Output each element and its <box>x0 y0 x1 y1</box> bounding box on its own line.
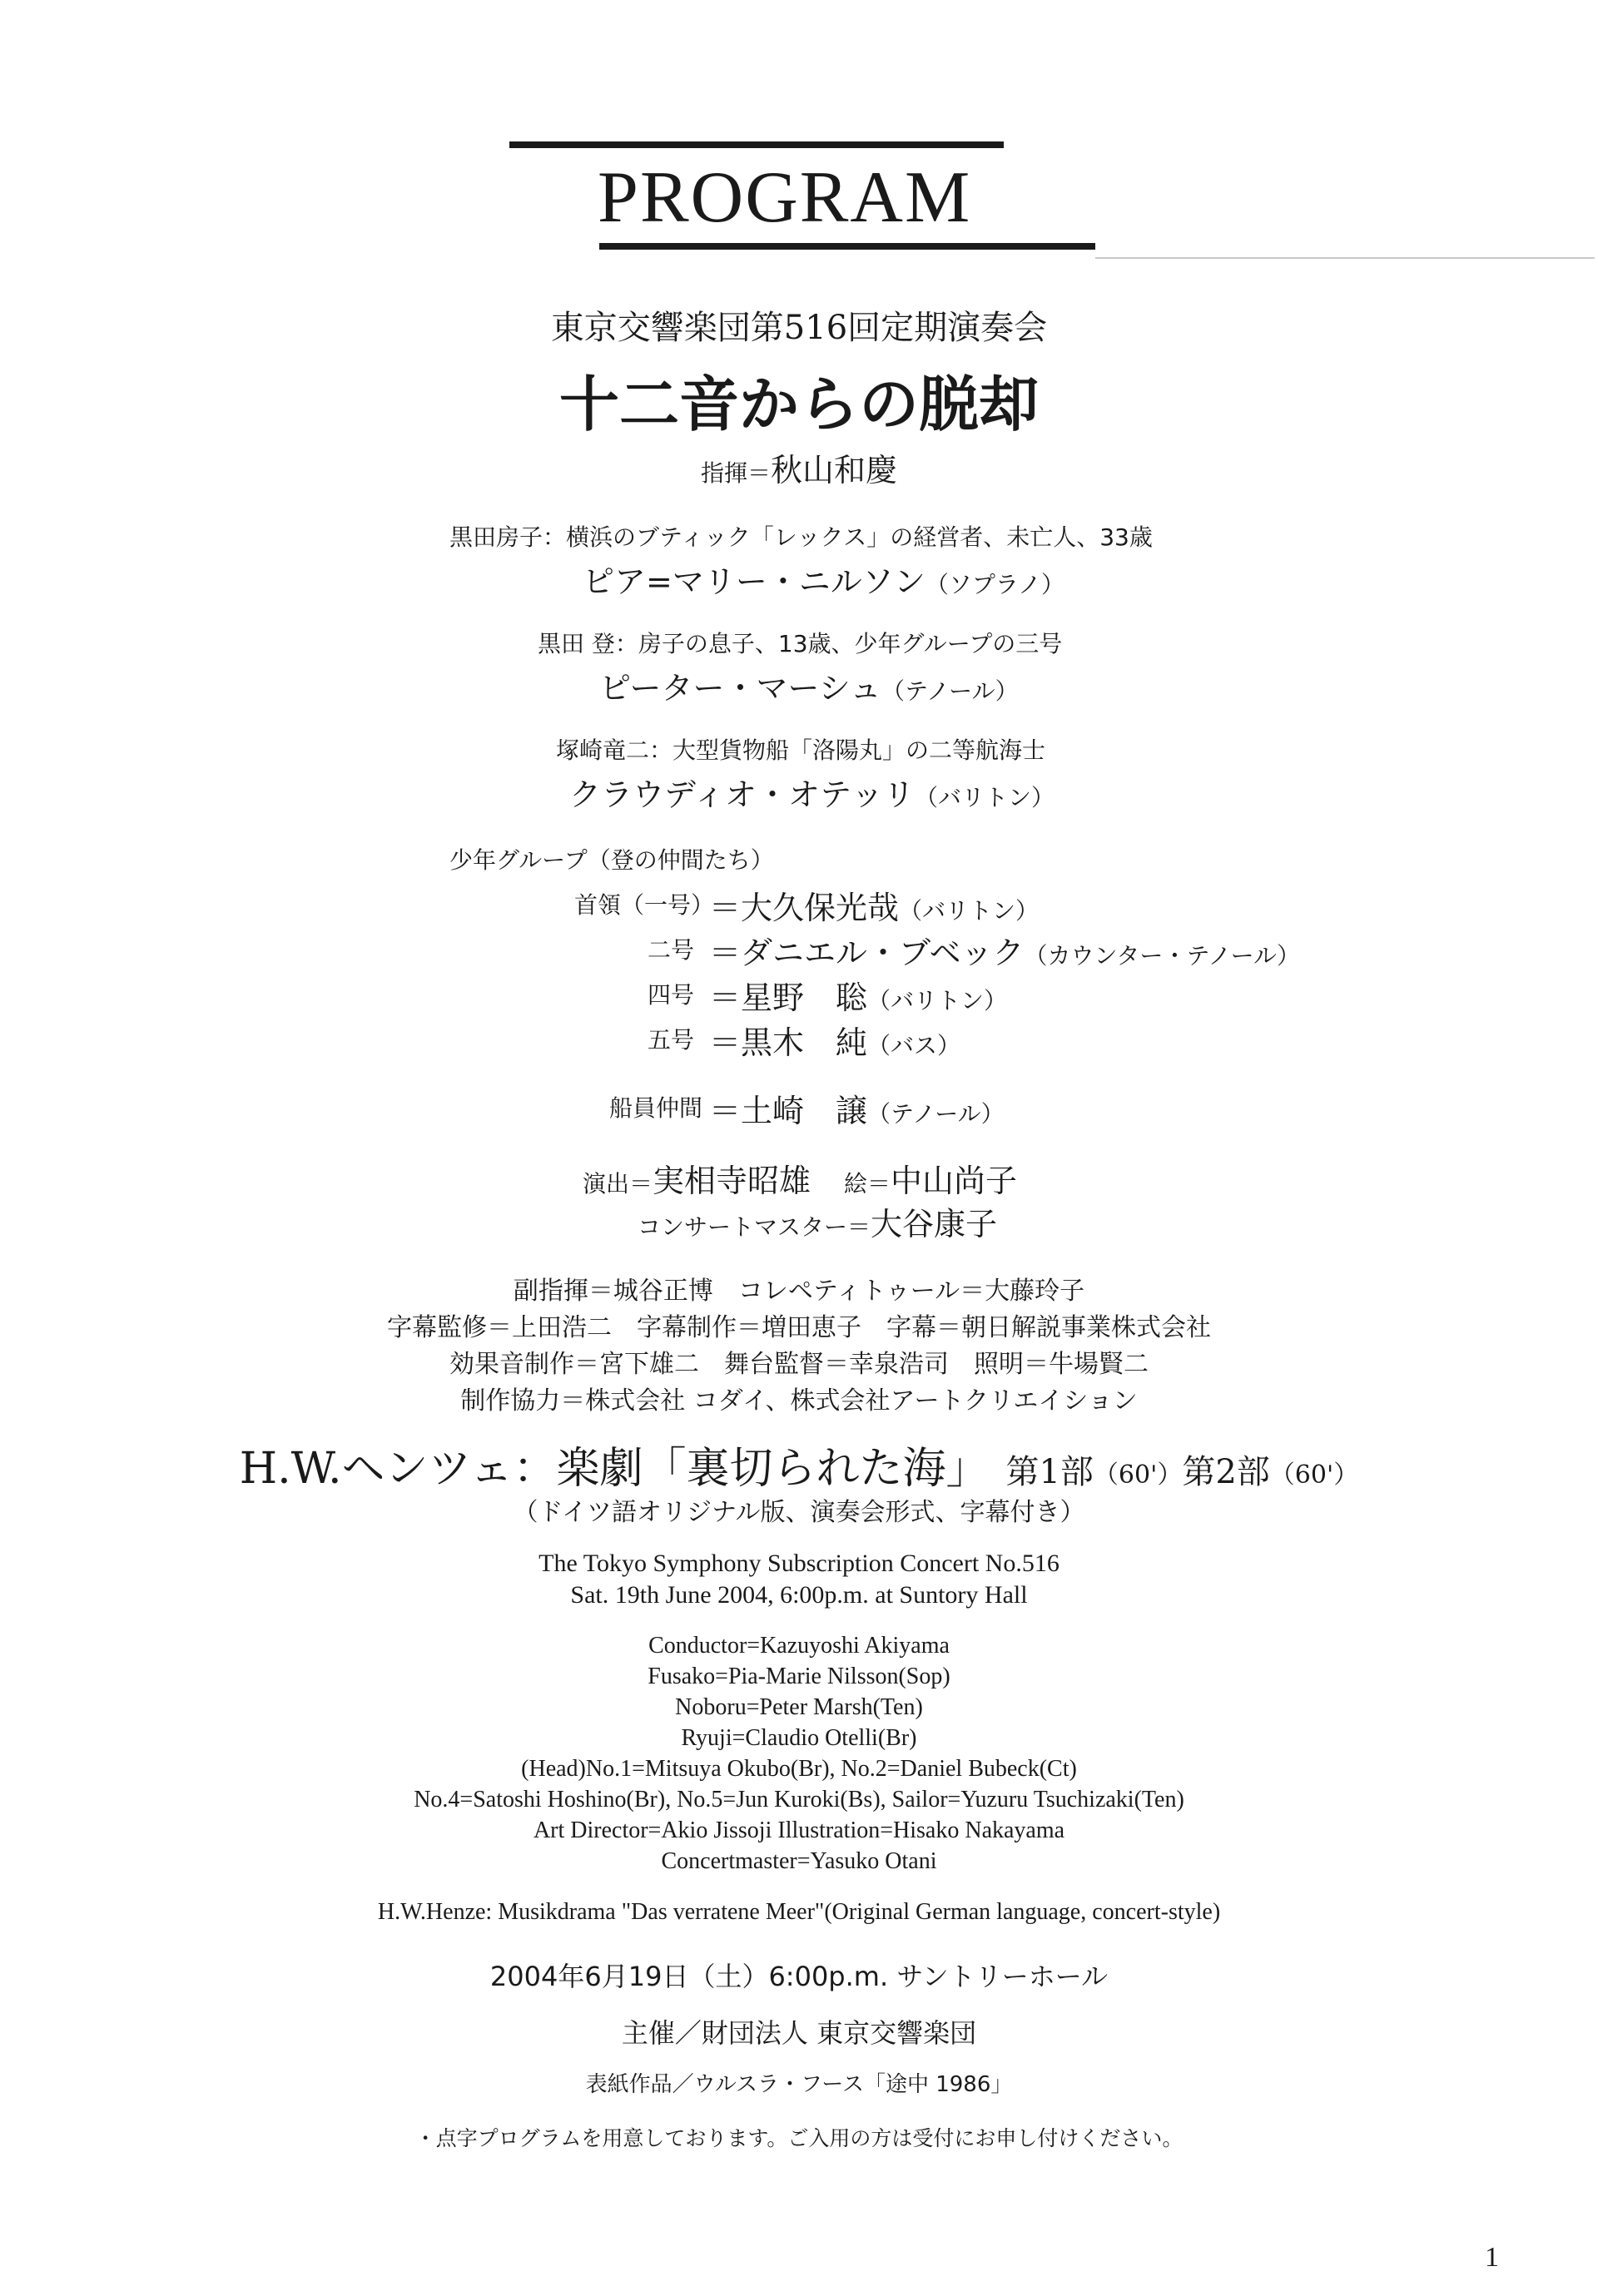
sailor-name: 土崎 譲 <box>741 1093 868 1129</box>
concert-series: 東京交響楽団第516回定期演奏会 <box>550 309 1048 347</box>
date-venue: 2004年6月19日（土）6:00p.m. サントリーホール <box>489 1961 1109 1992</box>
main-title: 十二音からの脱却 <box>558 369 1039 439</box>
part-two-duration: （60'） <box>1269 1460 1359 1490</box>
singer-name: ピア=マリー・ニルソン <box>583 563 926 600</box>
member-line <box>709 927 1300 973</box>
english-credit-line: Ryuji=Claudio Otelli(Br) <box>681 1725 917 1751</box>
member-label: 四号 <box>648 981 695 1009</box>
sailor-label: 船員仲間 <box>609 1094 703 1122</box>
sailor-line <box>709 1085 1005 1131</box>
voice-type: （バリトン） <box>914 784 1055 811</box>
conductor-line <box>0 444 1598 490</box>
english-credit-line: Fusako=Pia-Marie Nilsson(Sop) <box>648 1664 950 1689</box>
part-one: 第1部 <box>1005 1453 1094 1491</box>
role-singer-line <box>599 662 1019 708</box>
equals-sign: ＝ <box>709 935 742 971</box>
english-date: Sat. 19th June 2004, 6:00p.m. at Suntory Hall <box>570 1581 1028 1609</box>
member-name: 大久保光哉 <box>741 890 900 926</box>
english-work: H.W.Henze: Musikdrama "Das verratene Meer"(Original German language, concert-style) <box>377 1899 1221 1925</box>
voice-type: （カウンター・テノール） <box>1024 942 1301 969</box>
english-credit-line: No.4=Satoshi Hoshino(Br), No.5=Jun Kuroki(Bs), Sailor=Yuzuru Tsuchizaki(Ten) <box>414 1787 1184 1813</box>
header-rule-thin <box>1095 257 1595 259</box>
staff-credit-line: 制作協力＝株式会社 コダイ、株式会社アートクリエイション <box>460 1386 1138 1416</box>
concertmaster-name: 大谷康子 <box>871 1206 998 1242</box>
english-credit-line: Concertmaster=Yasuko Otani <box>661 1848 937 1874</box>
director-name: 実相寺昭雄 <box>653 1163 811 1199</box>
member-label: 五号 <box>648 1026 695 1054</box>
english-credit-line: (Head)No.1=Mitsuya Okubo(Br), No.2=Daniel Bubeck(Ct) <box>521 1756 1077 1782</box>
concertmaster-label: コンサートマスター＝ <box>638 1213 871 1241</box>
staff-credit-line: 効果音制作＝宮下雄二 舞台監督＝幸泉浩司 照明＝牛場賢二 <box>449 1350 1149 1379</box>
part-two: 第2部 <box>1182 1453 1270 1491</box>
role-singer-line <box>569 769 1055 815</box>
director-illustration-line <box>583 1155 1017 1201</box>
voice-type: （ソプラノ） <box>925 571 1065 598</box>
concertmaster-line <box>638 1198 997 1244</box>
equals-sign: ＝ <box>709 979 742 1016</box>
english-concert: The Tokyo Symphony Subscription Concert No.516 <box>538 1550 1060 1577</box>
work-subtitle: （ドイツ語オリジナル版、演奏会形式、字幕付き） <box>513 1498 1085 1527</box>
braille-note: ・点字プログラムを用意しております。ご入用の方は受付にお申し付けください。 <box>414 2126 1184 2150</box>
voice-type: （バリトン） <box>867 987 1008 1014</box>
member-label: 二号 <box>648 936 695 964</box>
voice-type: （テノール） <box>867 1100 1005 1128</box>
illustration-name: 中山尚子 <box>891 1163 1018 1199</box>
equals-sign: ＝ <box>709 1024 742 1061</box>
member-name: 黒木 純 <box>741 1024 868 1061</box>
member-name: ダニエル・ブベック <box>741 935 1025 971</box>
voice-type: （バリトン） <box>899 897 1040 925</box>
organizer: 主催／財団法人 東京交響楽団 <box>621 2017 977 2049</box>
voice-type: （バス） <box>867 1032 961 1059</box>
illustration-label: 絵＝ <box>844 1170 891 1198</box>
member-label: 首領（一号） <box>574 891 715 919</box>
singer-name: クラウディオ・オテッリ <box>569 776 915 813</box>
conductor-label: 指揮＝ <box>700 459 771 487</box>
equals-sign: ＝ <box>709 890 742 926</box>
boys-group-heading: 少年グループ（登の仲間たち） <box>449 846 774 874</box>
equals-sign: ＝ <box>709 1093 742 1129</box>
english-credit-line: Art Director=Akio Jissoji Illustration=Hisako Nakayama <box>533 1817 1065 1843</box>
role-description: 塚崎竜二：大型貨物船「洛陽丸」の二等航海士 <box>556 736 1046 764</box>
program-heading: PROGRAM <box>598 157 972 238</box>
role-singer-line <box>583 556 1065 602</box>
member-line <box>709 972 1007 1018</box>
member-name: 星野 聡 <box>741 979 868 1016</box>
member-line <box>709 882 1039 928</box>
singer-name: ピーター・マーシュ <box>599 670 881 707</box>
part-one-duration: （60'） <box>1093 1460 1183 1490</box>
work-title-line <box>0 1433 1598 1495</box>
work-title: H.W.ヘンツェ：楽劇「裏切られた海」 <box>239 1444 990 1494</box>
header-rule-bottom <box>599 243 1095 250</box>
header-rule-top <box>509 141 1004 148</box>
page-number: 1 <box>1485 2242 1499 2273</box>
staff-credit-line: 副指揮＝城谷正博 コレペティトゥール＝大藤玲子 <box>513 1277 1085 1306</box>
role-description: 黒田房子：横浜のブティック「レックス」の経営者、未亡人、33歳 <box>449 523 1153 551</box>
voice-type: （テノール） <box>881 677 1019 705</box>
role-description: 黒田 登：房子の息子、13歳、少年グループの三号 <box>538 630 1063 657</box>
conductor-name: 秋山和慶 <box>771 452 898 488</box>
english-credit-line: Conductor=Kazuyoshi Akiyama <box>648 1633 950 1659</box>
staff-credit-line: 字幕監修＝上田浩二 字幕制作＝増田恵子 字幕＝朝日解説事業株式会社 <box>387 1313 1211 1342</box>
cover-credit: 表紙作品／ウルスラ・フース「途中 1986」 <box>585 2072 1013 2097</box>
member-line <box>709 1017 960 1063</box>
director-label: 演出＝ <box>583 1170 653 1198</box>
english-credit-line: Noboru=Peter Marsh(Ten) <box>675 1694 923 1720</box>
